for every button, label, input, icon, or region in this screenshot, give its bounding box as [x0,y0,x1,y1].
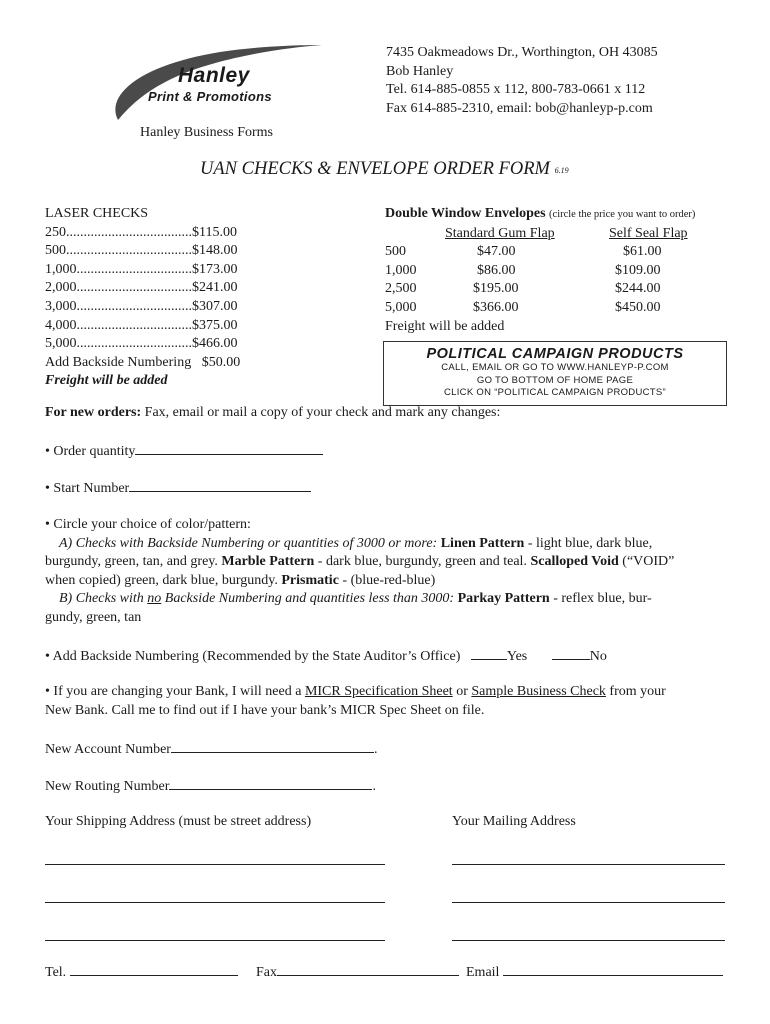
company-subtitle: Hanley Business Forms [140,125,273,140]
mailing-address-label: Your Mailing Address [452,814,576,829]
form-title: UAN CHECKS & ENVELOPE ORDER FORM $_{6.19}$ [200,159,569,179]
envelope-freight: Freight will be added [385,318,505,334]
pattern-section: • Circle your choice of color/pattern: A) Checks with Backside Numbering or quantities of 3000 or more: Linen Pattern - light blue, dark blue, burgundy, green, tan, and grey. Marble Pattern - dark blue, burgundy, green and teal. Scalloped Void (“VOID” when copied) green, dark blue, burgundy. Prismatic - (blue-red-blue) B) Checks with no Backside Numbering and quantities less than 3000: Parkay Pattern - reflex blue, bur- gundy, green, tan [45,517,675,625]
mailing-line[interactable] [452,902,725,903]
laser-checks-section [45,205,240,391]
envelope-row: 2,500 $195.00 $244.00 [385,281,661,297]
logo-tagline: Print & Promotions [148,89,272,104]
start-number-field[interactable]: • Start Number [45,479,311,497]
price-row: 4,000.................................$375.00 [45,317,238,333]
price-row: 500....................................$148.00 [45,243,238,259]
logo-name: Hanley [178,64,250,87]
backside-price: Add Backside Numbering $50.00 [45,354,241,370]
new-orders-line: For new orders: Fax, email or mail a copy of your check and mark any changes: [45,405,501,420]
micr-link: MICR Specification Sheet [304,684,453,699]
email-field[interactable]: Email [466,963,723,981]
phone-line: Tel. 614-885-0855 x 112, 800-783-0661 x 112 [386,82,646,98]
tel-field[interactable]: Tel. [45,963,238,981]
envelope-row: 1,000 $86.00 $109.00 [385,262,661,278]
no-label: No [589,649,607,664]
seal-flap-header: Self Seal Flap [609,225,688,241]
price-row: 5,000.................................$466.00 [45,336,238,352]
order-quantity-field[interactable]: • Order quantity [45,442,323,460]
yes-label: Yes [506,649,528,664]
routing-number-field[interactable]: New Routing Number . [45,779,376,794]
envelopes-note: (circle the price you want to order) [549,209,696,220]
shipping-line[interactable] [45,940,385,941]
no-blank[interactable] [552,647,590,660]
political-line: CLICK ON “POLITICAL CAMPAIGN PRODUCTS” [443,387,666,398]
mailing-line[interactable] [452,940,725,941]
address-line: 7435 Oakmeadows Dr., Worthington, OH 43085 [386,45,658,60]
gum-flap-header: Standard Gum Flap [445,225,555,241]
backside-numbering-line: • Add Backside Numbering (Recommended by the State Auditor’s Office) Yes No [45,649,607,664]
mailing-line[interactable] [452,864,725,865]
account-number-field[interactable]: New Account Number . [45,742,378,757]
price-row: 3,000.................................$307.00 [45,298,238,314]
envelope-row: 500 $47.00 $61.00 [385,244,662,260]
price-row: 250....................................$115.00 [45,224,237,240]
yes-blank[interactable] [471,647,507,660]
price-row: 1,000.................................$173.00 [45,261,238,277]
fax-email-line: Fax 614-885-2310, email: bob@hanleyp-p.com [386,100,653,116]
political-line: GO TO BOTTOM OF HOME PAGE [476,374,634,386]
fax-field[interactable]: Fax [256,963,459,981]
form-version: 6.19 [554,166,569,175]
shipping-line[interactable] [45,902,385,903]
shipping-line[interactable] [45,864,385,865]
political-heading: POLITICAL CAMPAIGN PRODUCTS [426,346,684,362]
contact-name: Bob Hanley [386,63,454,79]
bank-change-note: • If you are changing your Bank, I will need a MICR Specification Sheet or Sample Business Check from your New Bank. Call me to find out if I have your bank’s MICR Spec Sheet on file. [45,684,666,718]
political-line: CALL, EMAIL OR GO TO WWW.HANLEYP-P.COM [441,362,669,373]
political-campaign-box [383,341,727,406]
envelope-row: 5,000 $366.00 $450.00 [385,299,661,315]
envelopes-section [385,205,730,336]
envelopes-heading: Double Window Envelopes [385,206,546,221]
shipping-address-label: Your Shipping Address (must be street address) [45,814,312,829]
contact-block [386,44,658,118]
laser-checks-heading: LASER CHECKS [45,206,149,221]
price-row: 2,000.................................$241.00 [45,280,238,296]
sample-check-link: Sample Business Check [471,684,606,699]
freight-note: Freight will be added [45,373,168,389]
